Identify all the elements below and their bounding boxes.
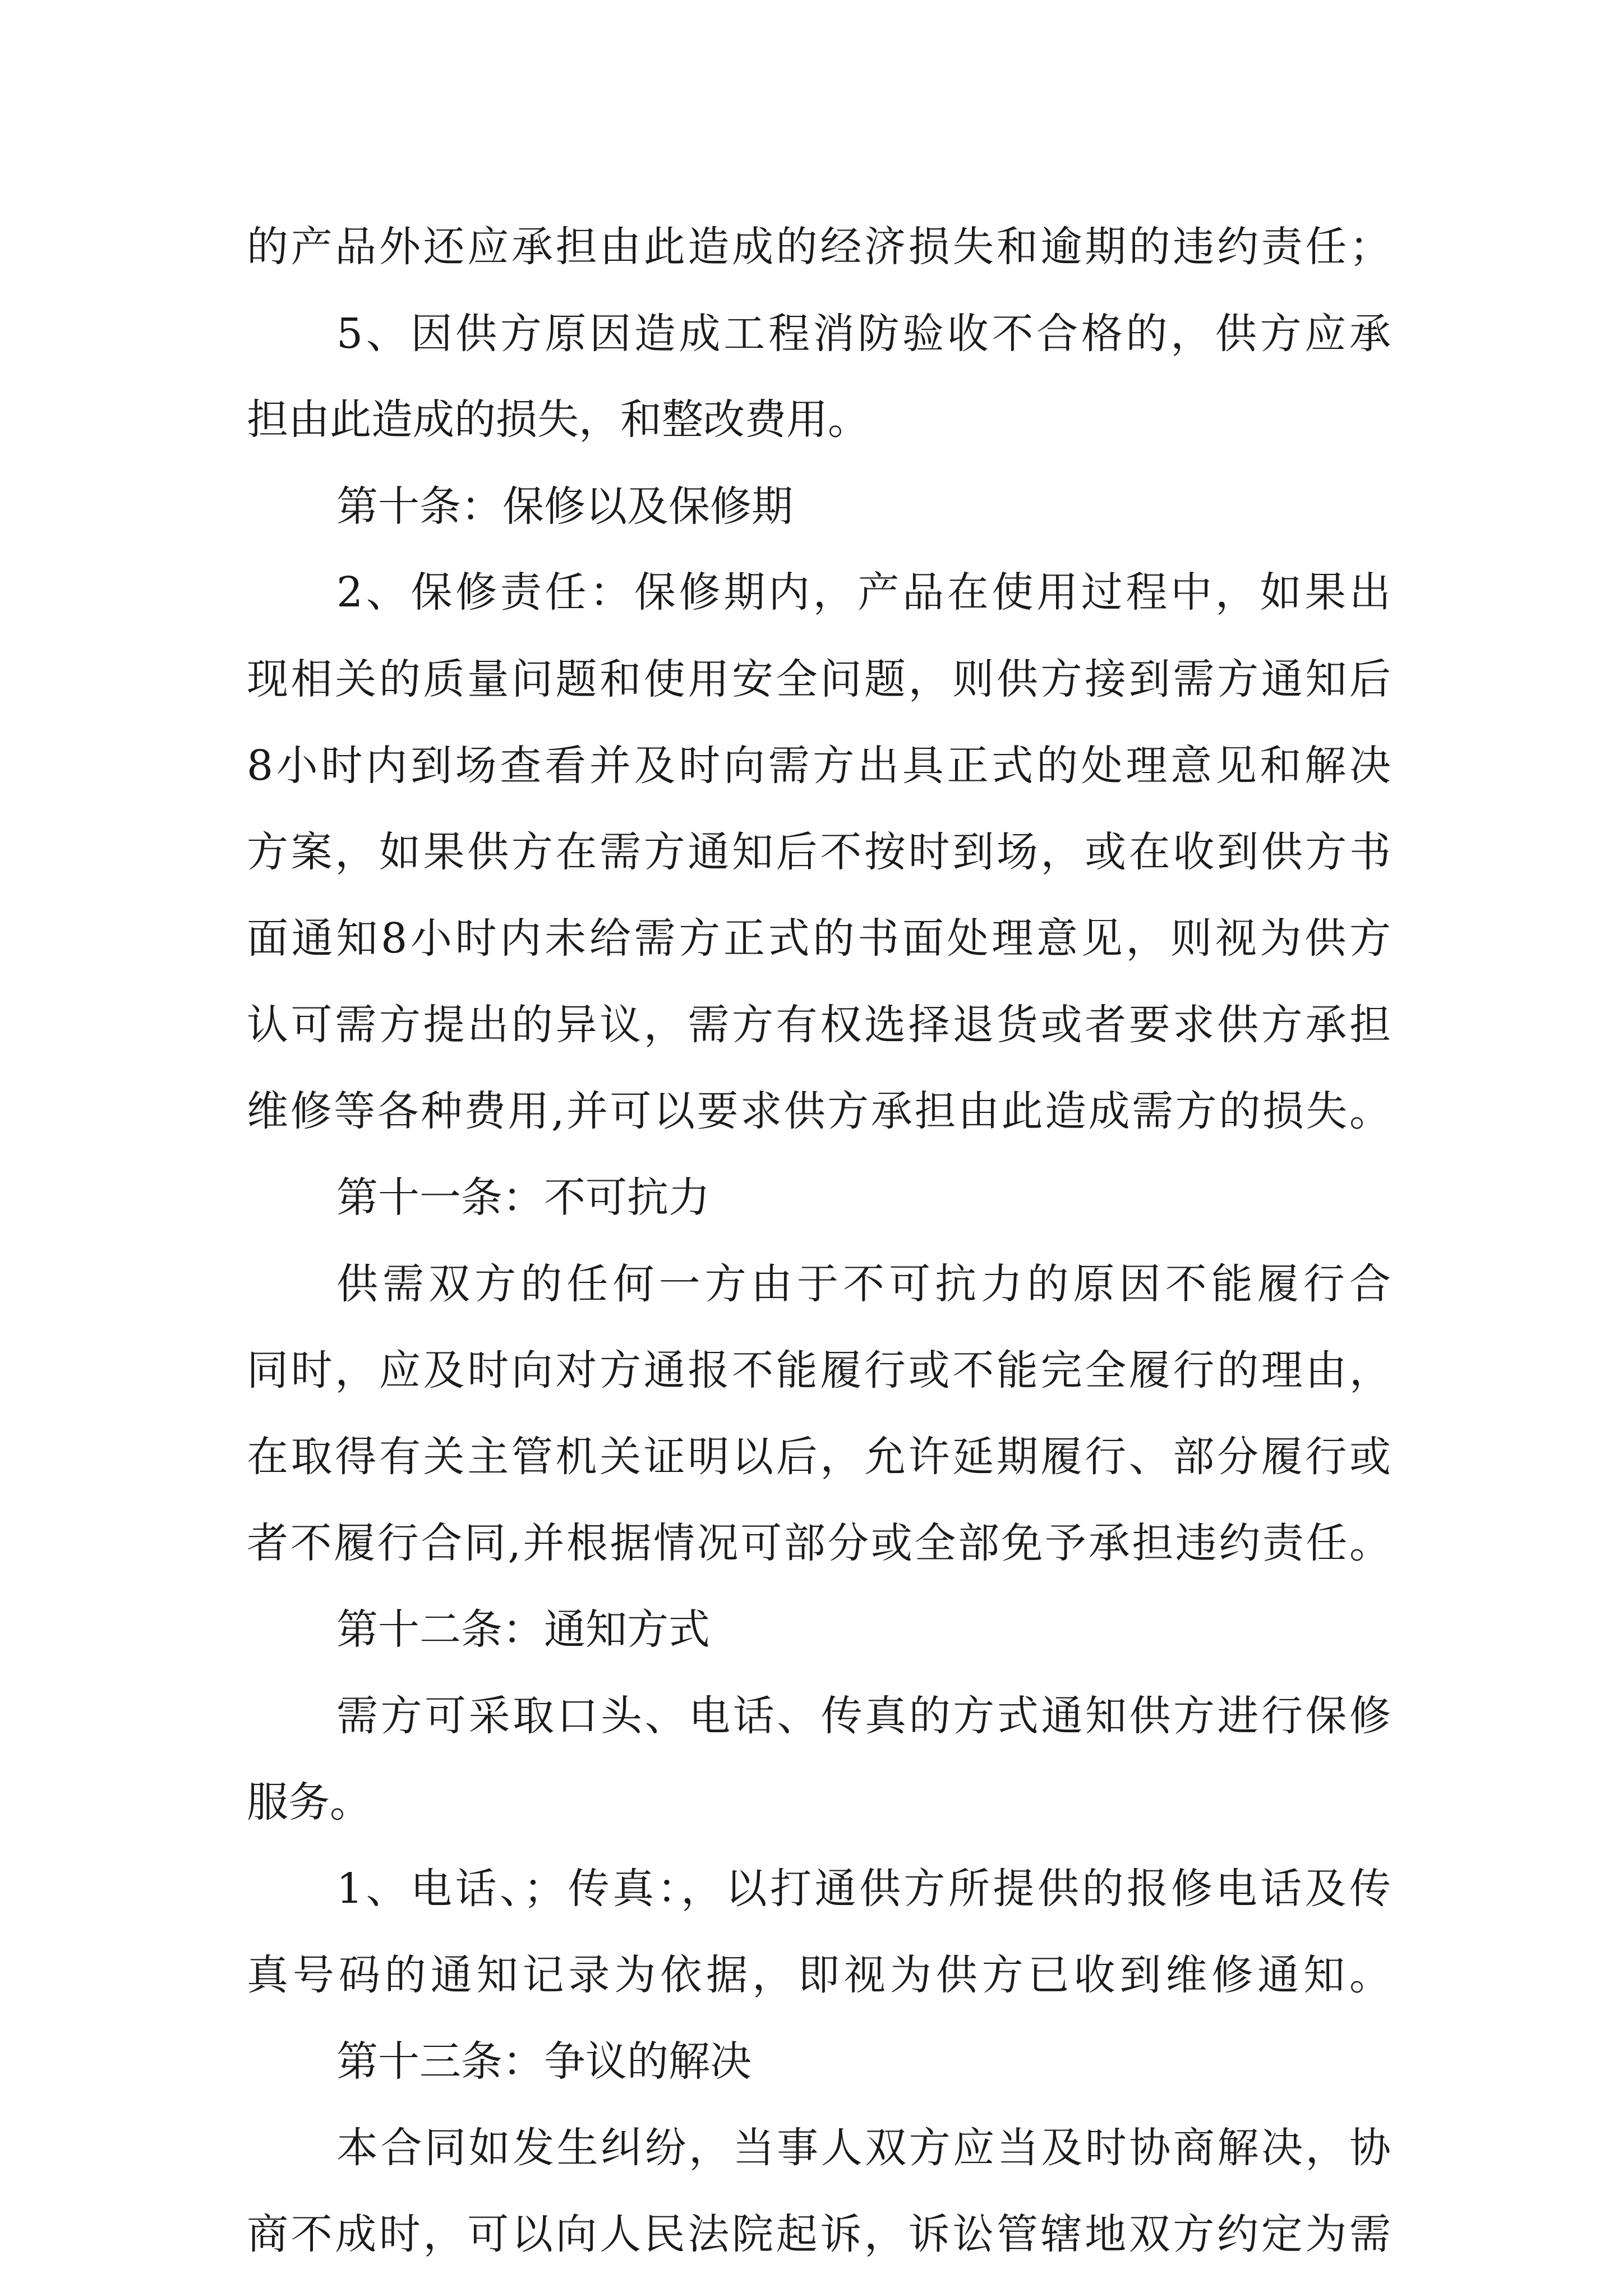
text-line-23: 本合同如发生纠纷，当事人双方应当及时协商解决，协 [336, 2124, 1391, 2172]
section-heading-10: 第十条：保修以及保修期 [336, 482, 793, 531]
text-line-5: 2、保修责任：保修期内，产品在使用过程中，如果出 [336, 568, 1391, 616]
text-line-18: 需方可采取口头、电话、传真的方式通知供方进行保修 [336, 1692, 1391, 1740]
text-line-19: 服务。 [247, 1778, 371, 1826]
section-heading-13: 第十三条：争议的解决 [336, 2037, 751, 2086]
text-line-21: 真号码的通知记录为依据，即视为供方已收到维修通知。 [247, 1951, 1391, 1999]
text-line-10: 认可需方提出的异议，需方有权选择退货或者要求供方承担 [247, 1001, 1391, 1049]
text-line-15: 在取得有关主管机关证明以后，允许延期履行、部分履行或 [247, 1433, 1391, 1481]
text-line-9: 面通知8小时内未给需方正式的书面处理意见，则视为供方 [247, 914, 1391, 963]
text-line-6: 现相关的质量问题和使用安全问题，则供方接到需方通知后 [247, 655, 1391, 703]
text-line-7: 8小时内到场查看并及时向需方出具正式的处理意见和解决 [247, 742, 1391, 790]
text-line-1: 的产品外还应承担由此造成的经济损失和逾期的违约责任； [247, 223, 1391, 271]
text-line-14: 同时，应及时向对方通报不能履行或不能完全履行的理由， [247, 1346, 1391, 1395]
text-line-16: 者不履行合同,并根据情况可部分或全部免予承担违约责任。 [247, 1519, 1391, 1567]
text-line-20: 1、电话、；传真：，以打通供方所提供的报修电话及传 [336, 1865, 1391, 1913]
section-heading-12: 第十二条：通知方式 [336, 1605, 710, 1654]
text-line-8: 方案，如果供方在需方通知后不按时到场，或在收到供方书 [247, 828, 1391, 876]
section-heading-11: 第十一条：不可抗力 [336, 1174, 710, 1222]
text-line-13: 供需双方的任何一方由于不可抗力的原因不能履行合 [336, 1260, 1391, 1308]
text-line-2: 5、因供方原因造成工程消防验收不合格的，供方应承 [336, 310, 1391, 358]
text-line-24: 商不成时，可以向人民法院起诉，诉讼管辖地双方约定为需 [247, 2210, 1391, 2258]
text-line-3: 担由此造成的损失，和整改费用。 [247, 395, 869, 444]
text-line-11: 维修等各种费用,并可以要求供方承担由此造成需方的损失。 [247, 1087, 1391, 1135]
